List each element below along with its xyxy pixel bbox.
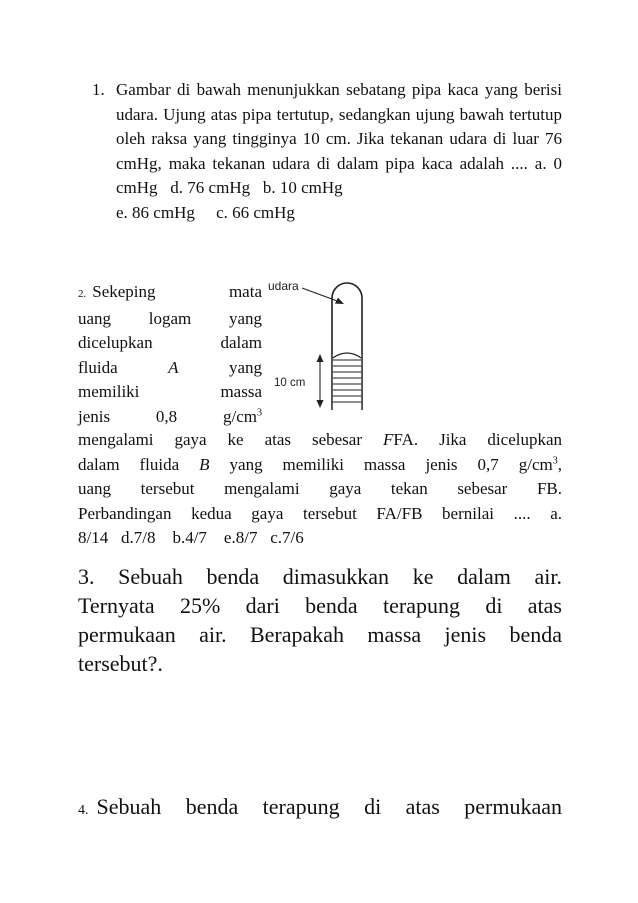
q2-line-9: uang tersebut mengalami gaya tekan sebesar FB. (78, 479, 562, 498)
q2-text: B (199, 454, 210, 474)
q2-word: mata (228, 282, 262, 301)
q2-line-4 (78, 356, 262, 381)
tube-diagram (268, 276, 388, 414)
q2-word: dalam (220, 333, 262, 352)
q2-line-3 (78, 331, 262, 356)
q2-word: massa (220, 382, 262, 401)
q2-line-10: Perbandingan kedua gaya tersebut FA/FB bernilai .... a. (78, 503, 562, 523)
option-b: b. 10 cmHg (262, 178, 343, 197)
question-1-number: 1. (92, 80, 105, 99)
q2-word: jenis (78, 406, 111, 426)
q2-line-1 (78, 280, 262, 307)
q2-line-8 (78, 453, 562, 478)
superscript: 3 (256, 406, 262, 418)
air-label: udara (268, 279, 299, 293)
q2-text: yang memiliki massa jenis 0,7 g/cm (229, 454, 553, 474)
option-d: d. 76 cmHg (170, 178, 251, 197)
question-3 (78, 562, 562, 678)
q2-word: g/cm (222, 406, 257, 426)
q3-line-1: 3. Sebuah benda dimasukkan ke dalam air. (78, 564, 562, 589)
q2-text: dalam fluida (78, 454, 180, 474)
q2-word: logam (148, 308, 192, 328)
q4-line-1 (78, 792, 562, 825)
question-4-text: Sebuah benda terapung di atas permukaan (96, 794, 562, 819)
question-2-continued (78, 428, 562, 551)
q2-text: FA. Jika dicelupkan (393, 430, 563, 449)
q2-word: memiliki (78, 382, 140, 401)
q2-word: yang (228, 357, 262, 377)
question-1-text (116, 78, 562, 225)
q2-word: A (168, 357, 179, 377)
question-4-number: 4. (78, 803, 89, 818)
option-c: c. 66 cmHg (216, 202, 295, 222)
height-label: 10 cm (274, 377, 306, 389)
q2-line-2 (78, 307, 262, 332)
q2-line-6 (78, 405, 262, 430)
q2-word: fluida (78, 357, 118, 377)
q3-line-3: permukaan air. Berapakah massa jenis benda (78, 622, 562, 647)
height-arrow-top (317, 354, 324, 362)
q2-line-7: mengalami gaya ke atas sebesar FFA. Jika dicelupkan (78, 430, 563, 449)
q2-line-5 (78, 380, 262, 405)
q2-line-11: 8/14 d.7/8 b.4/7 e.8/7 c.7/6 (78, 528, 304, 547)
question-1 (92, 78, 562, 225)
q2-word: yang (228, 308, 262, 328)
q2-text: mengalami gaya ke atas sebesar (78, 430, 363, 449)
option-e: e. 86 cmHg (116, 202, 195, 222)
q3-line-2: Ternyata 25% dari benda terapung di atas (78, 593, 562, 618)
q3-line-4: tersebut?. (78, 651, 163, 676)
q2-word: uang (78, 308, 112, 328)
q2-word: Sekeping (92, 282, 156, 301)
question-2-number: 2. (78, 288, 87, 300)
question-2-side-text (78, 280, 262, 429)
q2-word: dicelupkan (78, 333, 153, 352)
q2-text: , (557, 454, 562, 474)
question-1-stem: Gambar di bawah menunjukkan sebatang pipa kaca yang berisi udara. Ujung atas pipa tertutup, sedangkan ujung bawah tertutup oleh raksa yang tingginya 10 cm. Jika tekanan udara di luar 76 cmHg, maka tekanan udara di dalam pipa kaca adalah .... a. 0 cmHg (116, 80, 562, 197)
height-arrow-bottom (317, 400, 324, 408)
superscript: 3 (552, 454, 558, 466)
q2-word: 0,8 (155, 406, 178, 426)
question-4 (78, 792, 562, 825)
